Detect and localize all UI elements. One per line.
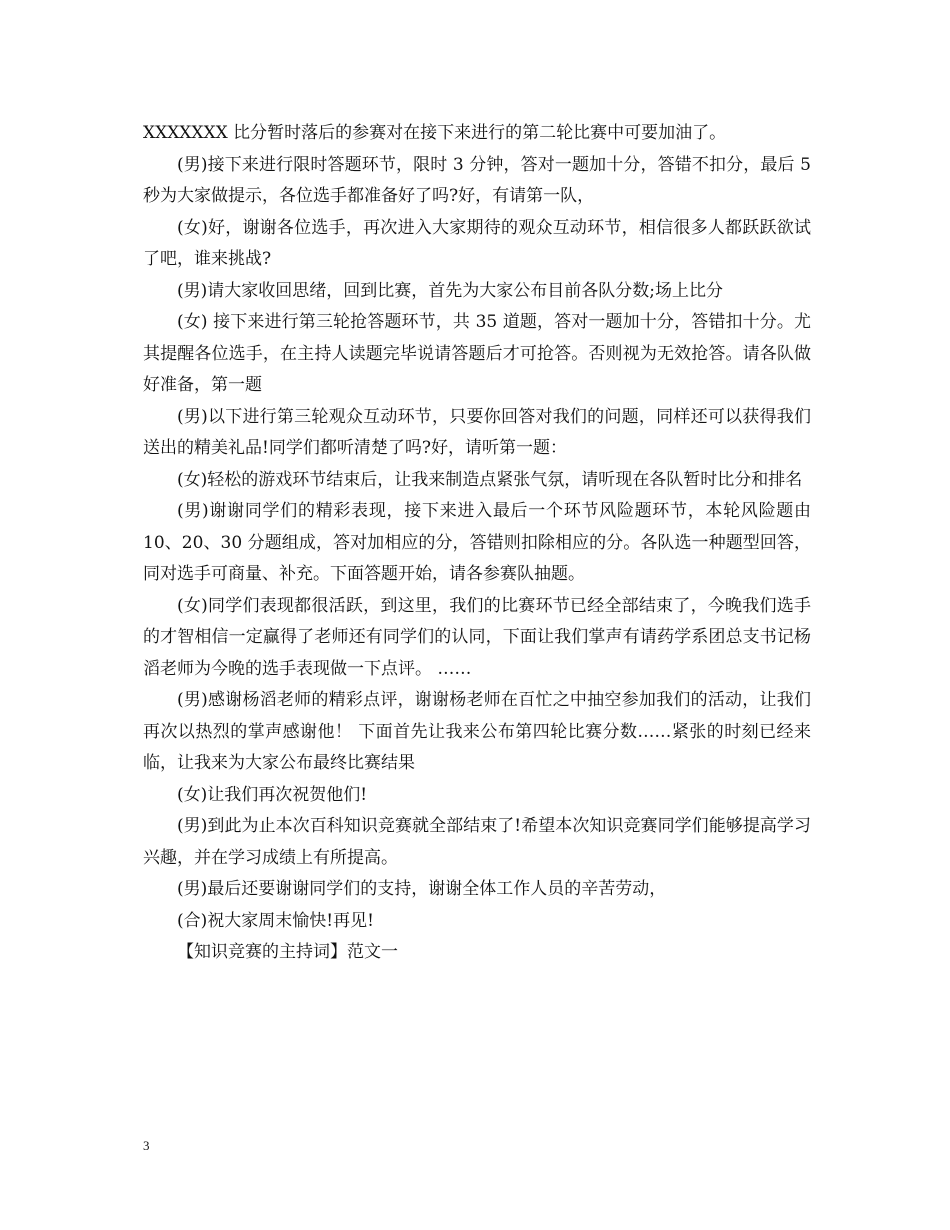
section-heading: 【知识竞赛的主持词】范文一 [177, 942, 398, 962]
paragraph-4: (男)请大家收回思绪，回到比赛，首先为大家公布目前各队分数;场上比分 [177, 280, 723, 301]
paragraph-7: (女)轻松的游戏环节结束后，让我来制造点紧张气氛，请听现在各队暂时比分和排名 [177, 469, 803, 490]
page-number: 3 [143, 1138, 150, 1153]
paragraph-13: (男)最后还要谢谢同学们的支持，谢谢全体工作人员的辛苦劳动， [177, 879, 667, 899]
paragraph-10: (男)感谢杨滔老师的精彩点评，谢谢杨老师在百忙之中抽空参加我们的活动，让我们再次以热烈的掌声感谢他！ 下面首先让我来公布第四轮比赛分数……紧张的时刻已经来临，让我来为大家公布最终比赛结果 [143, 690, 811, 773]
paragraph-9: (女)同学们表现都很活跃，到这里，我们的比赛环节已经全部结束了，今晚我们选手的才智相信一定赢得了老师还有同学们的认同，下面让我们掌声有请药学系团总支书记杨滔老师为今晚的选手表现做一下点评。 …… [143, 595, 811, 679]
paragraph-6: (男)以下进行第三轮观众互动环节，只要你回答对我们的问题，同样还可以获得我们送出的精美礼品!同学们都听清楚了吗?好，请听第一题： [143, 406, 811, 458]
paragraph-14: (合)祝大家周末愉快!再见! [177, 910, 374, 931]
paragraph-2: (男)接下来进行限时答题环节，限时 3 分钟，答对一题加十分，答错不扣分，最后 5 秒为大家做提示，各位选手都准备好了吗?好，有请第一队， [143, 154, 811, 206]
paragraph-12: (男)到此为止本次百科知识竞赛就全部结束了!希望本次知识竞赛同学们能够提高学习兴趣，并在学习成绩上有所提高。 [143, 816, 811, 868]
paragraph-11: (女)让我们再次祝贺他们! [177, 784, 368, 805]
document-body [143, 118, 811, 969]
paragraph-3: (女)好，谢谢各位选手，再次进入大家期待的观众互动环节，相信很多人都跃跃欲试了吧，谁来挑战? [143, 217, 811, 269]
paragraph-5: (女) 接下来进行第三轮抢答题环节，共 35 道题，答对一题加十分，答错扣十分。尤其提醒各位选手，在主持人读题完毕说请答题后才可抢答。否则视为无效抢答。请各队做好准备，第一题 [143, 312, 811, 395]
paragraph-1: XXXXXXX 比分暂时落后的参赛对在接下来进行的第二轮比赛中可要加油了。 [143, 123, 727, 143]
paragraph-8: (男)谢谢同学们的精彩表现，接下来进入最后一个环节风险题环节，本轮风险题由 10、20、30 分题组成，答对加相应的分，答错则扣除相应的分。各队选一种题型回答，同对选手可商量、补充。下面答题开始，请各参赛队抽题。 [143, 501, 811, 584]
